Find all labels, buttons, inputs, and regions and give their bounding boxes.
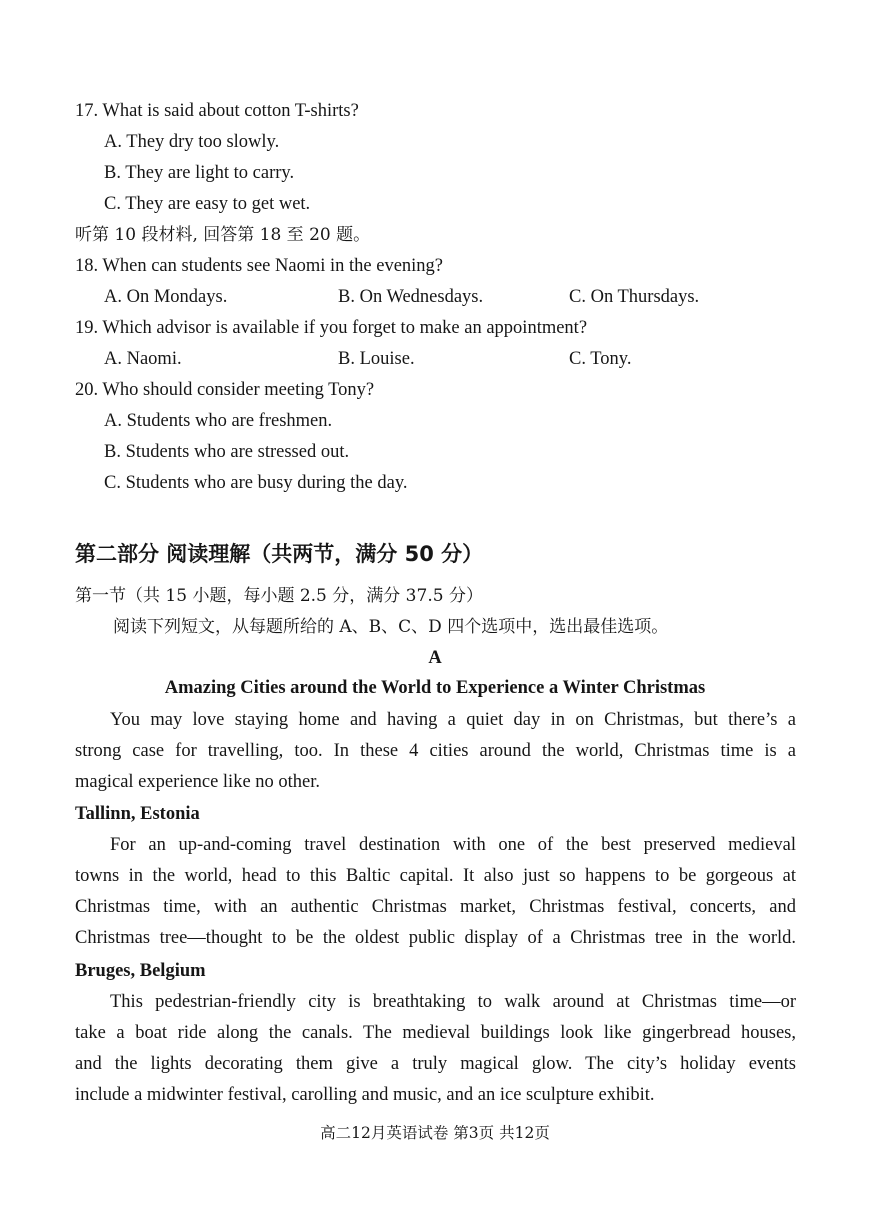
question-17-option-c: C. They are easy to get wet. xyxy=(104,194,311,214)
intro-line-2: strong case for travelling, too. In these 4 cities around the world, Christmas time is a xyxy=(75,741,796,761)
passage-title: Amazing Cities around the World to Experience a Winter Christmas xyxy=(164,678,706,698)
page-footer: 高二12月英语试卷 第3页 共12页 xyxy=(320,1124,550,1142)
question-18-option-c: C. On Thursdays. xyxy=(569,287,700,307)
question-19-option-c: C. Tony. xyxy=(569,349,632,369)
city-heading-tallinn: Tallinn, Estonia xyxy=(75,804,200,824)
question-20-option-b: B. Students who are stressed out. xyxy=(104,442,350,462)
question-19-stem: 19. Which advisor is available if you forget to make an appointment? xyxy=(75,318,588,338)
question-19-option-b: B. Louise. xyxy=(338,349,415,369)
question-17-option-a: A. They dry too slowly. xyxy=(104,132,280,152)
reading-instruction: 阅读下列短文，从每题所给的 A、B、C、D 四个选项中，选出最佳选项。 xyxy=(113,617,669,637)
question-18-options xyxy=(0,286,870,308)
passage-letter: A xyxy=(428,648,442,668)
listening-instruction-10: 听第 10 段材料, 回答第 18 至 20 题。 xyxy=(75,225,371,245)
tallinn-line-2: towns in the world, head to this Baltic capital. It also just so happens to be gorgeous at xyxy=(75,866,796,886)
tallinn-line-1: For an up-and-coming travel destination with one of the best preserved medieval xyxy=(110,835,796,855)
tallinn-line-3: Christmas time, with an authentic Christmas market, Christmas festival, concerts, and xyxy=(75,897,796,917)
city-heading-bruges: Bruges, Belgium xyxy=(75,961,206,981)
question-17-option-b: B. They are light to carry. xyxy=(104,163,295,183)
question-20-option-c: C. Students who are busy during the day. xyxy=(104,473,408,493)
question-20-stem: 20. Who should consider meeting Tony? xyxy=(75,380,375,400)
intro-line-1: You may love staying home and having a quiet day in on Christmas, but there’s a xyxy=(110,710,796,730)
bruges-line-2: take a boat ride along the canals. The medieval buildings look like gingerbread houses, xyxy=(75,1023,796,1043)
question-17-stem: 17. What is said about cotton T-shirts? xyxy=(75,101,359,121)
bruges-line-3: and the lights decorating them give a truly magical glow. The city’s holiday events xyxy=(75,1054,796,1074)
question-18-stem: 18. When can students see Naomi in the evening? xyxy=(75,256,444,276)
tallinn-line-4: Christmas tree—thought to be the oldest public display of a Christmas tree in the world. xyxy=(75,928,796,948)
question-19-option-a: A. Naomi. xyxy=(104,349,182,369)
section-1-heading: 第一节（共 15 小题，每小题 2.5 分，满分 37.5 分） xyxy=(75,586,483,606)
question-19-options xyxy=(0,348,870,370)
bruges-line-1: This pedestrian-friendly city is breathtaking to walk around at Christmas time—or xyxy=(110,992,796,1012)
question-18-option-a: A. On Mondays. xyxy=(104,287,228,307)
bruges-line-4: include a midwinter festival, carolling and music, and an ice sculpture exhibit. xyxy=(75,1085,655,1105)
question-18-option-b: B. On Wednesdays. xyxy=(338,287,484,307)
question-20-option-a: A. Students who are freshmen. xyxy=(104,411,333,431)
part-2-heading: 第二部分 阅读理解（共两节，满分 50 分） xyxy=(75,542,484,566)
intro-line-3: magical experience like no other. xyxy=(75,772,321,792)
